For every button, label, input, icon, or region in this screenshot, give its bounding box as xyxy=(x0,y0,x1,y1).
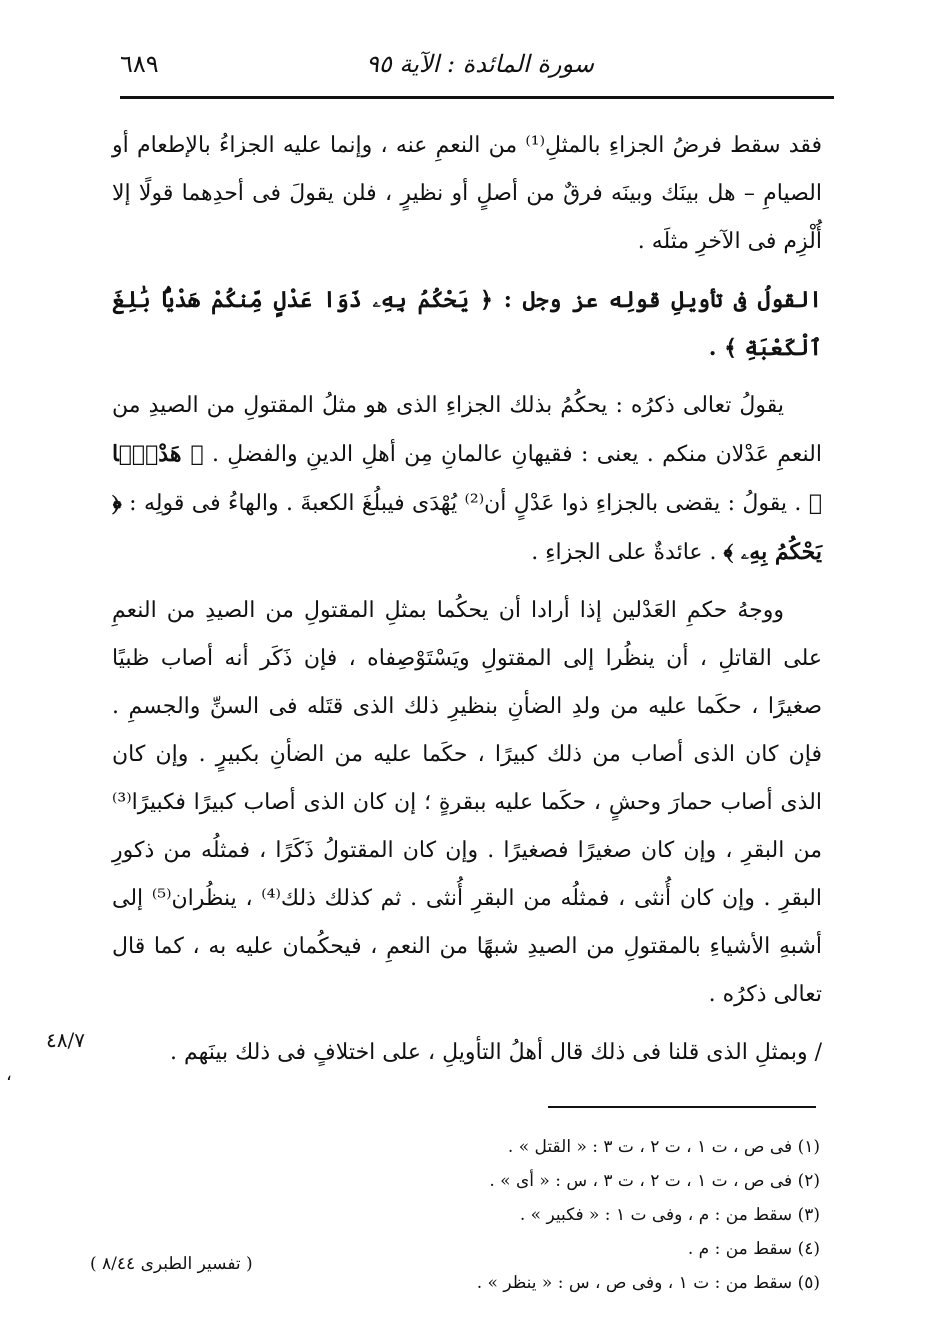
paragraph-2-part-2: . يقولُ : يقضى بالجزاءِ ذوا عَدْلٍ أن⁽²⁾ يُهْدَى فيبلُغَ الكعبةَ . والهاءُ فى قولِه : xyxy=(121,491,809,516)
margin-mark: ، xyxy=(6,1064,12,1085)
page-number: ٦٨٩ xyxy=(120,50,159,78)
header-rule xyxy=(120,96,834,99)
footnote-4: (٤) سقط من : م . xyxy=(687,1239,820,1259)
footnote-3: (٣) سقط من : م ، وفى ت ١ : « فكبير » . xyxy=(519,1205,820,1225)
footnote-2: (٢) فى ص ، ت ١ ، ت ٢ ، ت ٣ ، س : « أى » . xyxy=(489,1171,820,1191)
heading-prefix: القولُ فى تأويلِ قولِه عز وجل : xyxy=(492,287,822,313)
quran-verse: ﴿ يَحْكُمُ بِهِۦ ذَوَا عَدْلٍ مِّنكُمْ هَدْيًۢا بَٰلِغَ ٱلْكَعْبَةِ ﴾ xyxy=(112,287,822,361)
section-heading xyxy=(112,276,822,372)
running-title: سورة المائدة : الآية ٩٥ xyxy=(366,50,594,78)
margin-reference: ٤٨/٧ xyxy=(46,1028,85,1052)
paragraph-2-part-3: . عائدةٌ على الجزاءِ . xyxy=(531,540,724,565)
footnote-5: (٥) سقط من : ت ١ ، وفى ص ، س : « ينظر » . xyxy=(476,1273,820,1293)
main-text xyxy=(112,122,822,1087)
paragraph-2-part-1: يقولُ تعالى ذكرُه : يحكُمُ بذلك الجزاءِ الذى هو مثلُ المقتولِ من الصيدِ من النعمِ عَدْلان منكم . يعنى : فقيهانِ عالمانِ مِن أهلِ الدينِ والفضلِ . xyxy=(112,393,822,467)
page-header xyxy=(120,44,834,84)
paragraph-4: / وبمثلِ الذى قلنا فى ذلك قال أهلُ التأويلِ ، على اختلافٍ فى ذلك بينَهم . xyxy=(169,1040,822,1065)
paragraph-1: فقد سقط فرضُ الجزاءِ بالمثلِ⁽¹⁾ من النعمِ عنه ، وإنما عليه الجزاءُ بالإطعام أو الصيامِ – هل بينَك وبينَه فرقٌ من أصلٍ أو نظيرٍ ، فلن يقولَ فى أحدِهما قولًا إلا أُلْزِم فى الآخرِ مثلَه . xyxy=(112,133,822,254)
quran-quote-2: ﴿ يَحْكُمُ بِهِۦ ﴾ xyxy=(112,490,822,565)
footnotes xyxy=(300,1130,820,1300)
footnote-rule xyxy=(548,1106,816,1108)
paragraph-3: ووجهُ حكمِ العَدْلين إذا أرادا أن يحكُما بمثلِ المقتولِ من الصيدِ من النعمِ على القاتلِ ، أن ينظُرا إلى المقتولِ ويَسْتَوْصِفاه ، فإن ذَكَر أنه أصاب ظبيًا صغيرًا ، حكَما عليه من ولدِ الضأنِ بنظيرِ ذلك الذى قتَله فى السنِّ والجسمِ . فإن كان الذى أصاب من ذلك كبيرًا ، حكَما عليه من الضأنِ بكبيرٍ . وإن كان الذى أصاب حمارَ وحشٍ ، حكَما عليه ببقرةٍ ؛ إن كان الذى أصاب كبيرًا فكبيرًا⁽³⁾ من البقرِ ، وإن كان صغيرًا فصغيرًا . وإن كان المقتولُ ذَكَرًا ، فمثلُه من ذكورِ البقرِ . وإن كان أُنثى ، فمثلُه من البقرِ أُنثى . ثم كذلك ذلك⁽⁴⁾ ، ينظُران⁽⁵⁾ إلى أشبهِ الأشياءِ بالمقتولِ من الصيدِ شبهًا من النعمِ ، فيحكُمان عليه به ، كما قال تعالى ذكرُه . xyxy=(112,598,822,1007)
heading-suffix: . xyxy=(708,335,725,361)
footnote-1: (١) فى ص ، ت ١ ، ت ٢ ، ت ٣ : « القتل » . xyxy=(507,1137,820,1157)
source-citation: ( تفسير الطبرى ٨/٤٤ ) xyxy=(90,1254,253,1274)
quran-quote-1: ﴿ هَدْيًۢا ﴾ xyxy=(112,441,823,516)
paragraph-2 xyxy=(112,382,822,577)
